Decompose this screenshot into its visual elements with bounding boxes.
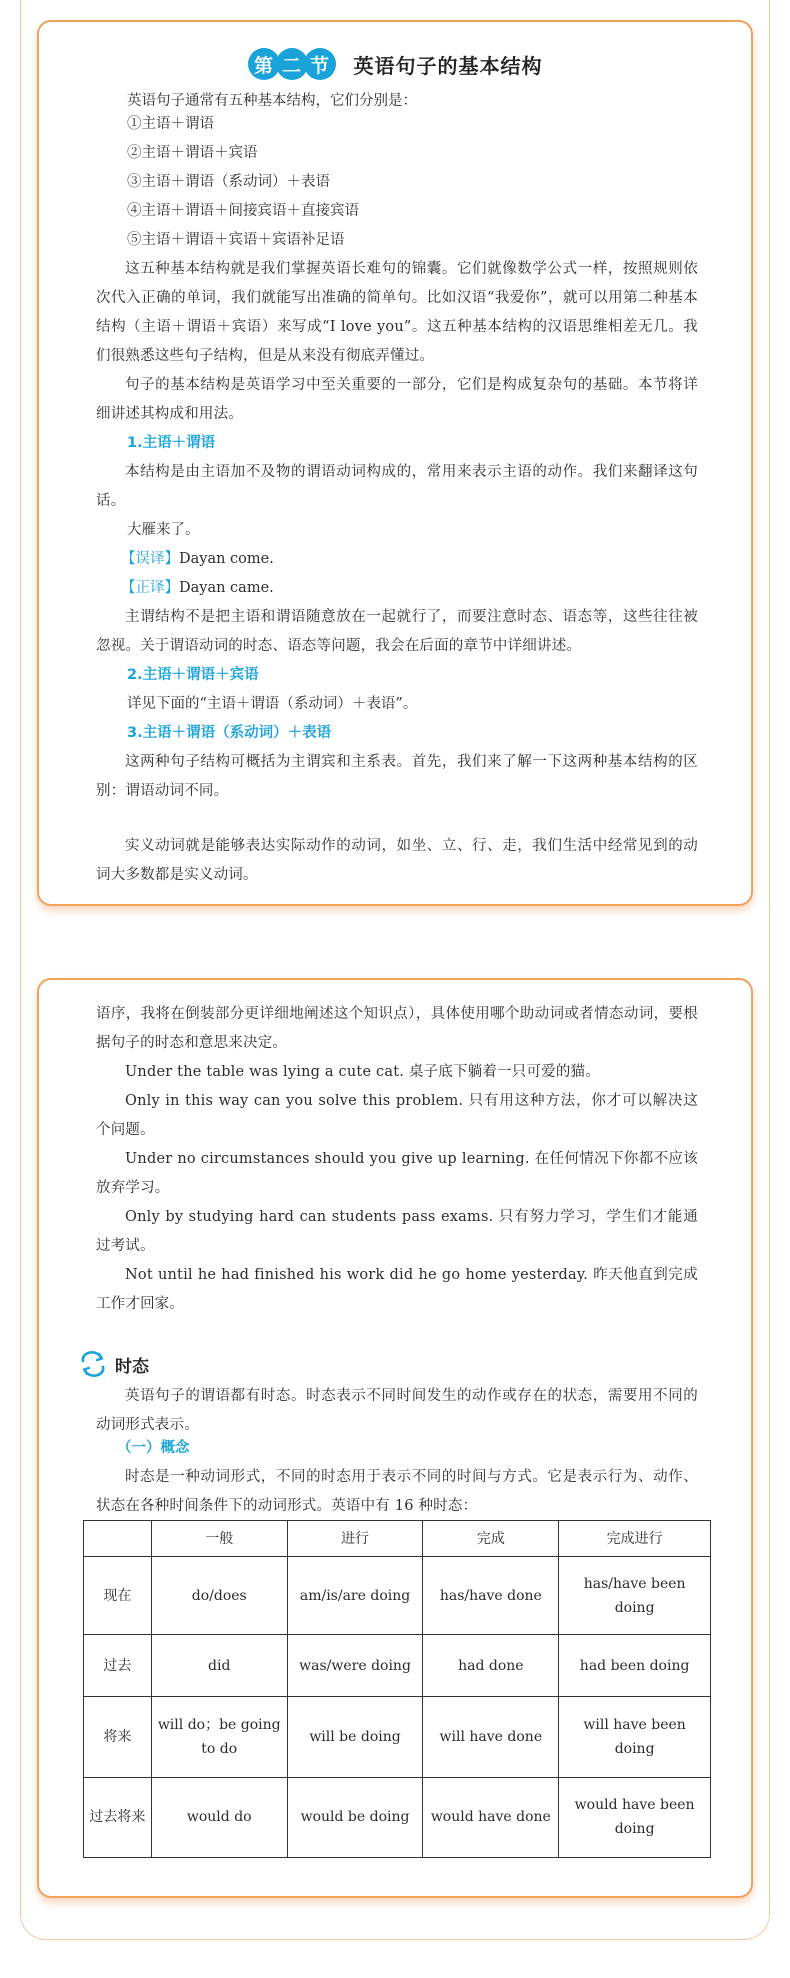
table-cell: would do xyxy=(151,1777,287,1857)
table-cell: will have been doing xyxy=(559,1697,711,1777)
example-sentence: Not until he had finished his work did he go home yesterday. 昨天他直到完成工作才回家。 xyxy=(96,1267,698,1312)
subheading: 1.主语＋谓语 xyxy=(127,435,216,451)
structure-item: ⑤主语＋谓语＋宾语＋宾语补足语 xyxy=(127,232,345,248)
paragraph: 这五种基本结构就是我们掌握英语长难句的锦囊。它们就像数学公式一样，按照规则依次代入正确的单词，我们就能写出准确的简单句。比如汉语“我爱你”，就可以用第二种基本结构（主语＋谓语＋宾语）来写成“I love you”。这五种基本结构的汉语思维相差无几。我们很熟悉这些句子结构，但是从来没有彻底弄懂过。 xyxy=(96,261,698,364)
wrong-translation xyxy=(121,545,274,574)
table-cell: would have been doing xyxy=(559,1777,711,1857)
section-card-basic-structures xyxy=(37,20,753,906)
paragraph: 时态是一种动词形式，不同的时态用于表示不同的时间与方式。它是表示行为、动作、状态在各种时间条件下的动词形式。英语中有 16 种时态： xyxy=(96,1469,698,1514)
example-sentence: Under no circumstances should you give up learning. 在任何情况下你都不应该放弃学习。 xyxy=(96,1151,698,1196)
example-sentence: Only by studying hard can students pass exams. 只有努力学习，学生们才能通过考试。 xyxy=(96,1209,698,1254)
table-cell: has/have been doing xyxy=(559,1557,711,1635)
table-cell: would be doing xyxy=(287,1777,423,1857)
badge-char: 节 xyxy=(304,48,336,80)
table-cell: do/does xyxy=(151,1557,287,1635)
section-heading-tense xyxy=(79,1348,149,1380)
paragraph: 英语句子的谓语都有时态。时态表示不同时间发生的动作或存在的状态，需要用不同的动词形式表示。 xyxy=(96,1388,698,1433)
example-sentence: Under the table was lying a cute cat. 桌子底下躺着一只可爱的猫。 xyxy=(125,1064,600,1080)
paragraph: 实义动词就是能够表达实际动作的动词，如坐、立、行、走，我们生活中经常见到的动词大多数都是实义动词。 xyxy=(96,838,698,883)
badge-char: 第 xyxy=(248,48,280,80)
right-translation xyxy=(121,574,274,603)
table-row xyxy=(84,1697,711,1777)
table-header-cell: 完成进行 xyxy=(559,1521,711,1557)
table-cell: am/is/are doing xyxy=(287,1557,423,1635)
paragraph: 本结构是由主语加不及物的谓语动词构成的，常用来表示主语的动作。我们来翻译这句话。 xyxy=(96,464,698,509)
table-cell: will do；be going to do xyxy=(151,1697,287,1777)
table-row xyxy=(84,1635,711,1697)
structure-item: ④主语＋谓语＋间接宾语＋直接宾语 xyxy=(127,203,359,219)
intro-text: 英语句子通常有五种基本结构，它们分别是： xyxy=(127,93,417,109)
table-cell: had done xyxy=(423,1635,559,1697)
row-label: 过去将来 xyxy=(84,1777,152,1857)
section-title-text: 英语句子的基本结构 xyxy=(353,53,543,78)
table-header-cell: 完成 xyxy=(423,1521,559,1557)
paragraph: 详见下面的“主语＋谓语（系动词）＋表语”。 xyxy=(127,696,418,712)
table-header-cell: 进行 xyxy=(287,1521,423,1557)
section-badge xyxy=(248,48,336,80)
paragraph: 这两种句子结构可概括为主谓宾和主系表。首先，我们来了解一下这两种基本结构的区别：谓语动词不同。 xyxy=(96,754,698,799)
section-card-tense xyxy=(37,978,753,1898)
right-text: Dayan came. xyxy=(179,580,274,596)
badge-char: 二 xyxy=(276,48,308,80)
paragraph: 语序，我将在倒装部分更详细地阐述这个知识点），具体使用哪个助动词或者情态动词，要根据句子的时态和意思来决定。 xyxy=(96,1006,698,1051)
section-title xyxy=(39,44,751,84)
wrong-tag: 【误译】 xyxy=(121,551,179,567)
table-cell: did xyxy=(151,1635,287,1697)
structure-item: ①主语＋谓语 xyxy=(127,116,214,132)
table-header-cell: 一般 xyxy=(151,1521,287,1557)
row-label: 过去 xyxy=(84,1635,152,1697)
table-cell: has/have done xyxy=(423,1557,559,1635)
structure-item: ②主语＋谓语＋宾语 xyxy=(127,145,258,161)
tense-table xyxy=(83,1520,711,1858)
table-header-cell xyxy=(84,1521,152,1557)
subheading: 2.主语＋谓语＋宾语 xyxy=(127,667,259,683)
row-label: 现在 xyxy=(84,1557,152,1635)
structure-item: ③主语＋谓语（系动词）＋表语 xyxy=(127,174,330,190)
row-label: 将来 xyxy=(84,1697,152,1777)
tense-section-icon xyxy=(79,1351,107,1377)
wrong-text: Dayan come. xyxy=(179,551,274,567)
table-cell: was/were doing xyxy=(287,1635,423,1697)
paragraph: 句子的基本结构是英语学习中至关重要的一部分，它们是构成复杂句的基础。本节将详细讲述其构成和用法。 xyxy=(96,377,698,422)
section-heading-text: 时态 xyxy=(115,1356,149,1377)
subheading: 3.主语＋谓语（系动词）＋表语 xyxy=(127,725,332,741)
table-cell: would have done xyxy=(423,1777,559,1857)
table-cell: had been doing xyxy=(559,1635,711,1697)
example-sentence: Only in this way can you solve this problem. 只有用这种方法，你才可以解决这个问题。 xyxy=(96,1093,698,1138)
table-row xyxy=(84,1557,711,1635)
paragraph: 主谓结构不是把主语和谓语随意放在一起就行了，而要注意时态、语态等，这些往往被忽视。关于谓语动词的时态、语态等问题，我会在后面的章节中详细讲述。 xyxy=(96,609,698,654)
table-cell: will be doing xyxy=(287,1697,423,1777)
right-tag: 【正译】 xyxy=(121,580,179,596)
table-cell: will have done xyxy=(423,1697,559,1777)
table-header-row xyxy=(84,1521,711,1557)
subheading: （一）概念 xyxy=(117,1440,190,1456)
table-row xyxy=(84,1777,711,1857)
example-chinese: 大雁来了。 xyxy=(127,522,200,538)
